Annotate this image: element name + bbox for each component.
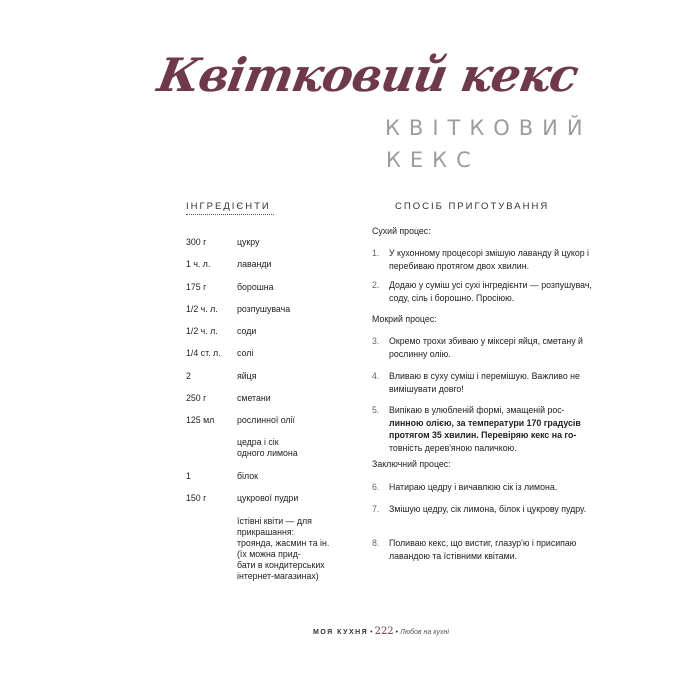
ingredient-name: цукрової пудри bbox=[237, 493, 299, 503]
ingredient-name: лаванди bbox=[237, 259, 272, 269]
ingredient-name: сметани bbox=[237, 393, 271, 403]
ingredient-qty: 150 г bbox=[186, 493, 207, 503]
ingredient-name: яйця bbox=[237, 371, 257, 381]
step-text: Вливаю в суху суміш і перемішую. Важливо не вимішувати довго! bbox=[389, 371, 580, 394]
step-text-bold: линною олією, за температури 170 градусів протягом 35 хвилин. Перевіряю кекс на го- bbox=[389, 417, 581, 440]
step-text-regular: товність дерев'яною паличкою. bbox=[389, 442, 517, 453]
step-number: 3. bbox=[372, 336, 380, 346]
footer-section: Любов на кухні bbox=[400, 629, 449, 636]
page-footer bbox=[313, 626, 449, 637]
ingredient-qty: 2 bbox=[186, 371, 191, 381]
ingredient-qty: 250 г bbox=[186, 393, 207, 403]
step-text: У кухонному процесорі змішую лаванду й цукор і перебиваю протягом двох хвилин. bbox=[389, 248, 590, 271]
step-number: 6. bbox=[372, 482, 380, 492]
ingredient-name: цукру bbox=[237, 237, 260, 247]
ingredients-header: ІНГРЕДІЄНТИ bbox=[186, 201, 271, 212]
step-text: Додаю у суміш усі сухі інгредієнти — розпушувач, соду, сіль і борошно. Просіюю. bbox=[389, 280, 592, 303]
step-text: Поливаю кекс, що вистиг, глазур'ю і присипаю лавандою та їстівними квітами. bbox=[389, 538, 577, 561]
step-number: 1. bbox=[372, 248, 380, 258]
page-number: 222 bbox=[374, 626, 394, 637]
ingredient-qty: 300 г bbox=[186, 237, 207, 247]
ingredient-name: білок bbox=[237, 471, 258, 481]
ingredient-name: їстівні квіти — для прикрашання: троянда, жасмин та ін. (їх можна прид- бати в кондитерських інтернет-магазинах) bbox=[237, 516, 330, 581]
ingredient-name: розпушувача bbox=[237, 304, 291, 314]
ingredient-qty: 175 г bbox=[186, 282, 207, 292]
ingredient-name: соди bbox=[237, 326, 257, 336]
footer-separator: • bbox=[370, 629, 373, 636]
method-header: СПОСІБ ПРИГОТУВАННЯ bbox=[395, 201, 550, 212]
step-text: Змішую цедру, сік лимона, білок і цукрову пудру. bbox=[389, 504, 587, 514]
ingredient-qty: 1/4 ст. л. bbox=[186, 348, 221, 358]
ingredient-qty: 1 ч. л. bbox=[186, 259, 211, 269]
step-number: 7. bbox=[372, 504, 380, 514]
step-text bbox=[389, 404, 594, 454]
step-number: 2. bbox=[372, 280, 380, 290]
ingredient-name: цедра і сік одного лимона bbox=[237, 437, 298, 458]
footer-separator: • bbox=[395, 629, 399, 636]
step-text: Натираю цедру і вичавлюю сік із лимона. bbox=[389, 482, 558, 492]
step-number: 4. bbox=[372, 371, 380, 381]
ingredient-name: борошна bbox=[237, 282, 274, 292]
step-text: Окремо трохи збиваю у міксері яйця, сметану й рослинну олію. bbox=[389, 336, 583, 359]
method-section-title: Заключний процес: bbox=[372, 459, 451, 469]
ingredient-name: солі bbox=[237, 348, 254, 358]
ingredient-qty: 1 bbox=[186, 471, 191, 481]
recipe-title-script: Квітковий кекс bbox=[153, 48, 582, 102]
ingredient-qty: 125 мл bbox=[186, 415, 215, 425]
ingredient-qty: 1/2 ч. л. bbox=[186, 304, 218, 314]
step-text-regular: Випікаю в улюбленій формі, змащеній рос- bbox=[389, 405, 565, 415]
step-number: 8. bbox=[372, 538, 380, 548]
step-number: 5. bbox=[372, 405, 380, 415]
ingredient-name: рослинної олії bbox=[237, 415, 295, 425]
ingredient-qty: 1/2 ч. л. bbox=[186, 326, 218, 336]
ingredients-divider bbox=[186, 214, 274, 215]
method-section-title: Мокрий процес: bbox=[372, 314, 437, 324]
recipe-subtitle-line2: КЕКС bbox=[386, 148, 480, 172]
footer-brand: МОЯ КУХНЯ bbox=[313, 629, 369, 636]
method-section-title: Сухий процес: bbox=[372, 226, 431, 236]
recipe-subtitle-line1: КВІТКОВИЙ bbox=[385, 116, 592, 140]
